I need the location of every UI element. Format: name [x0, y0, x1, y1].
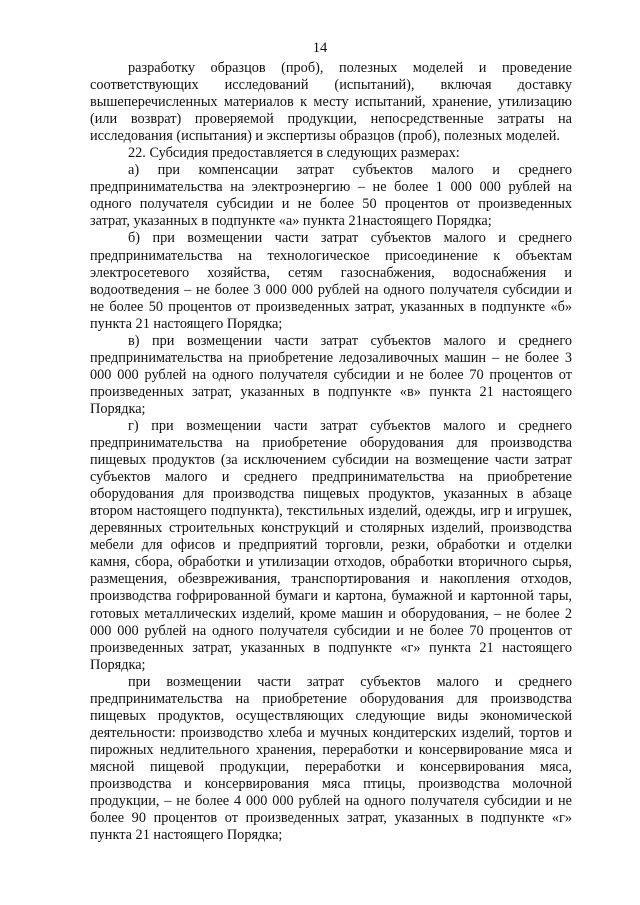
- paragraph-subclause-a: а) при компенсации затрат субъектов малого и среднего предпринимательства на электроэнергию – не более 1 000 000 рублей на одного получателя субсидии и не более 50 процентов от произведенных затрат, указанных в подпункте «а» пункта 21настоящего Порядка;: [90, 162, 572, 230]
- paragraph-subclause-b: б) при возмещении части затрат субъектов малого и среднего предпринимательства на технологическое присоединение к объектам электросетевого хозяйства, сетям газоснабжения, водоснабжения и водоотведения – не более 3 000 000 рублей на одного получателя субсидии и не более 50 процентов от произведенных затрат, указанных в подпункте «б» пункта 21 настоящего Порядка;: [90, 230, 572, 332]
- paragraph-subclause-v: в) при возмещении части затрат субъектов малого и среднего предпринимательства на приобретение ледозаливочных машин – не более 3 000 000 рублей на одного получателя субсидии и не более 70 процентов от произведенных затрат, указанных в подпункте «в» пункта 21 настоящего Порядка;: [90, 332, 572, 417]
- paragraph-continuation: разработку образцов (проб), полезных моделей и проведение соответствующих исследований (испытаний), включая доставку вышеперечисленных материалов к месту испытаний, хранение, утилизацию (или возврат) проверяемой продукции, непосредственные затраты на исследования (испытания) и экспертизы образцов (проб), полезных моделей.: [90, 60, 572, 145]
- paragraph-subclause-g: г) при возмещении части затрат субъектов малого и среднего предпринимательства на приобретение оборудования для производства пищевых продуктов (за исключением субсидии на возмещение части затрат субъектов малого и среднего предпринимательства на приобретение оборудования для производства пищевых продуктов, указанных в абзаце втором настоящего подпункта), текстильных изделий, одежды, игр и игрушек, деревянных строительных конструкций и столярных изделий, производства мебели для офисов и предприятий торговли, резки, обработки и отделки камня, сбора, обработки и утилизации отходов, обработки вторичного сырья, размещения, обезвреживания, транспортирования и накопления отходов, производства гофрированной бумаги и картона, бумажной и картонной тары, готовых металлических изделий, кроме машин и оборудования, – не более 2 000 000 рублей на одного получателя субсидии и не более 70 процентов от произведенных затрат, указанных в подпункте «г» пункта 21 настоящего Порядка;: [90, 417, 572, 673]
- page-number: 14: [312, 40, 328, 56]
- document-body: [90, 60, 572, 844]
- paragraph-subclause-g-second: при возмещении части затрат субъектов малого и среднего предпринимательства на приобретение оборудования для производства пищевых продуктов, осуществляющих следующие виды экономической деятельности: производство хлеба и мучных кондитерских изделий, тортов и пирожных недлительного хранения, переработки и консервирование мяса и мясной пищевой продукции, переработки и консервирования мяса, производства и консервирования мяса птицы, производства молочной продукции, – не более 4 000 000 рублей на одного получателя субсидии и не более 90 процентов от произведенных затрат, указанных в подпункте «г» пункта 21 настоящего Порядка;: [90, 673, 572, 844]
- paragraph-clause-22: 22. Субсидия предоставляется в следующих размерах:: [128, 145, 460, 162]
